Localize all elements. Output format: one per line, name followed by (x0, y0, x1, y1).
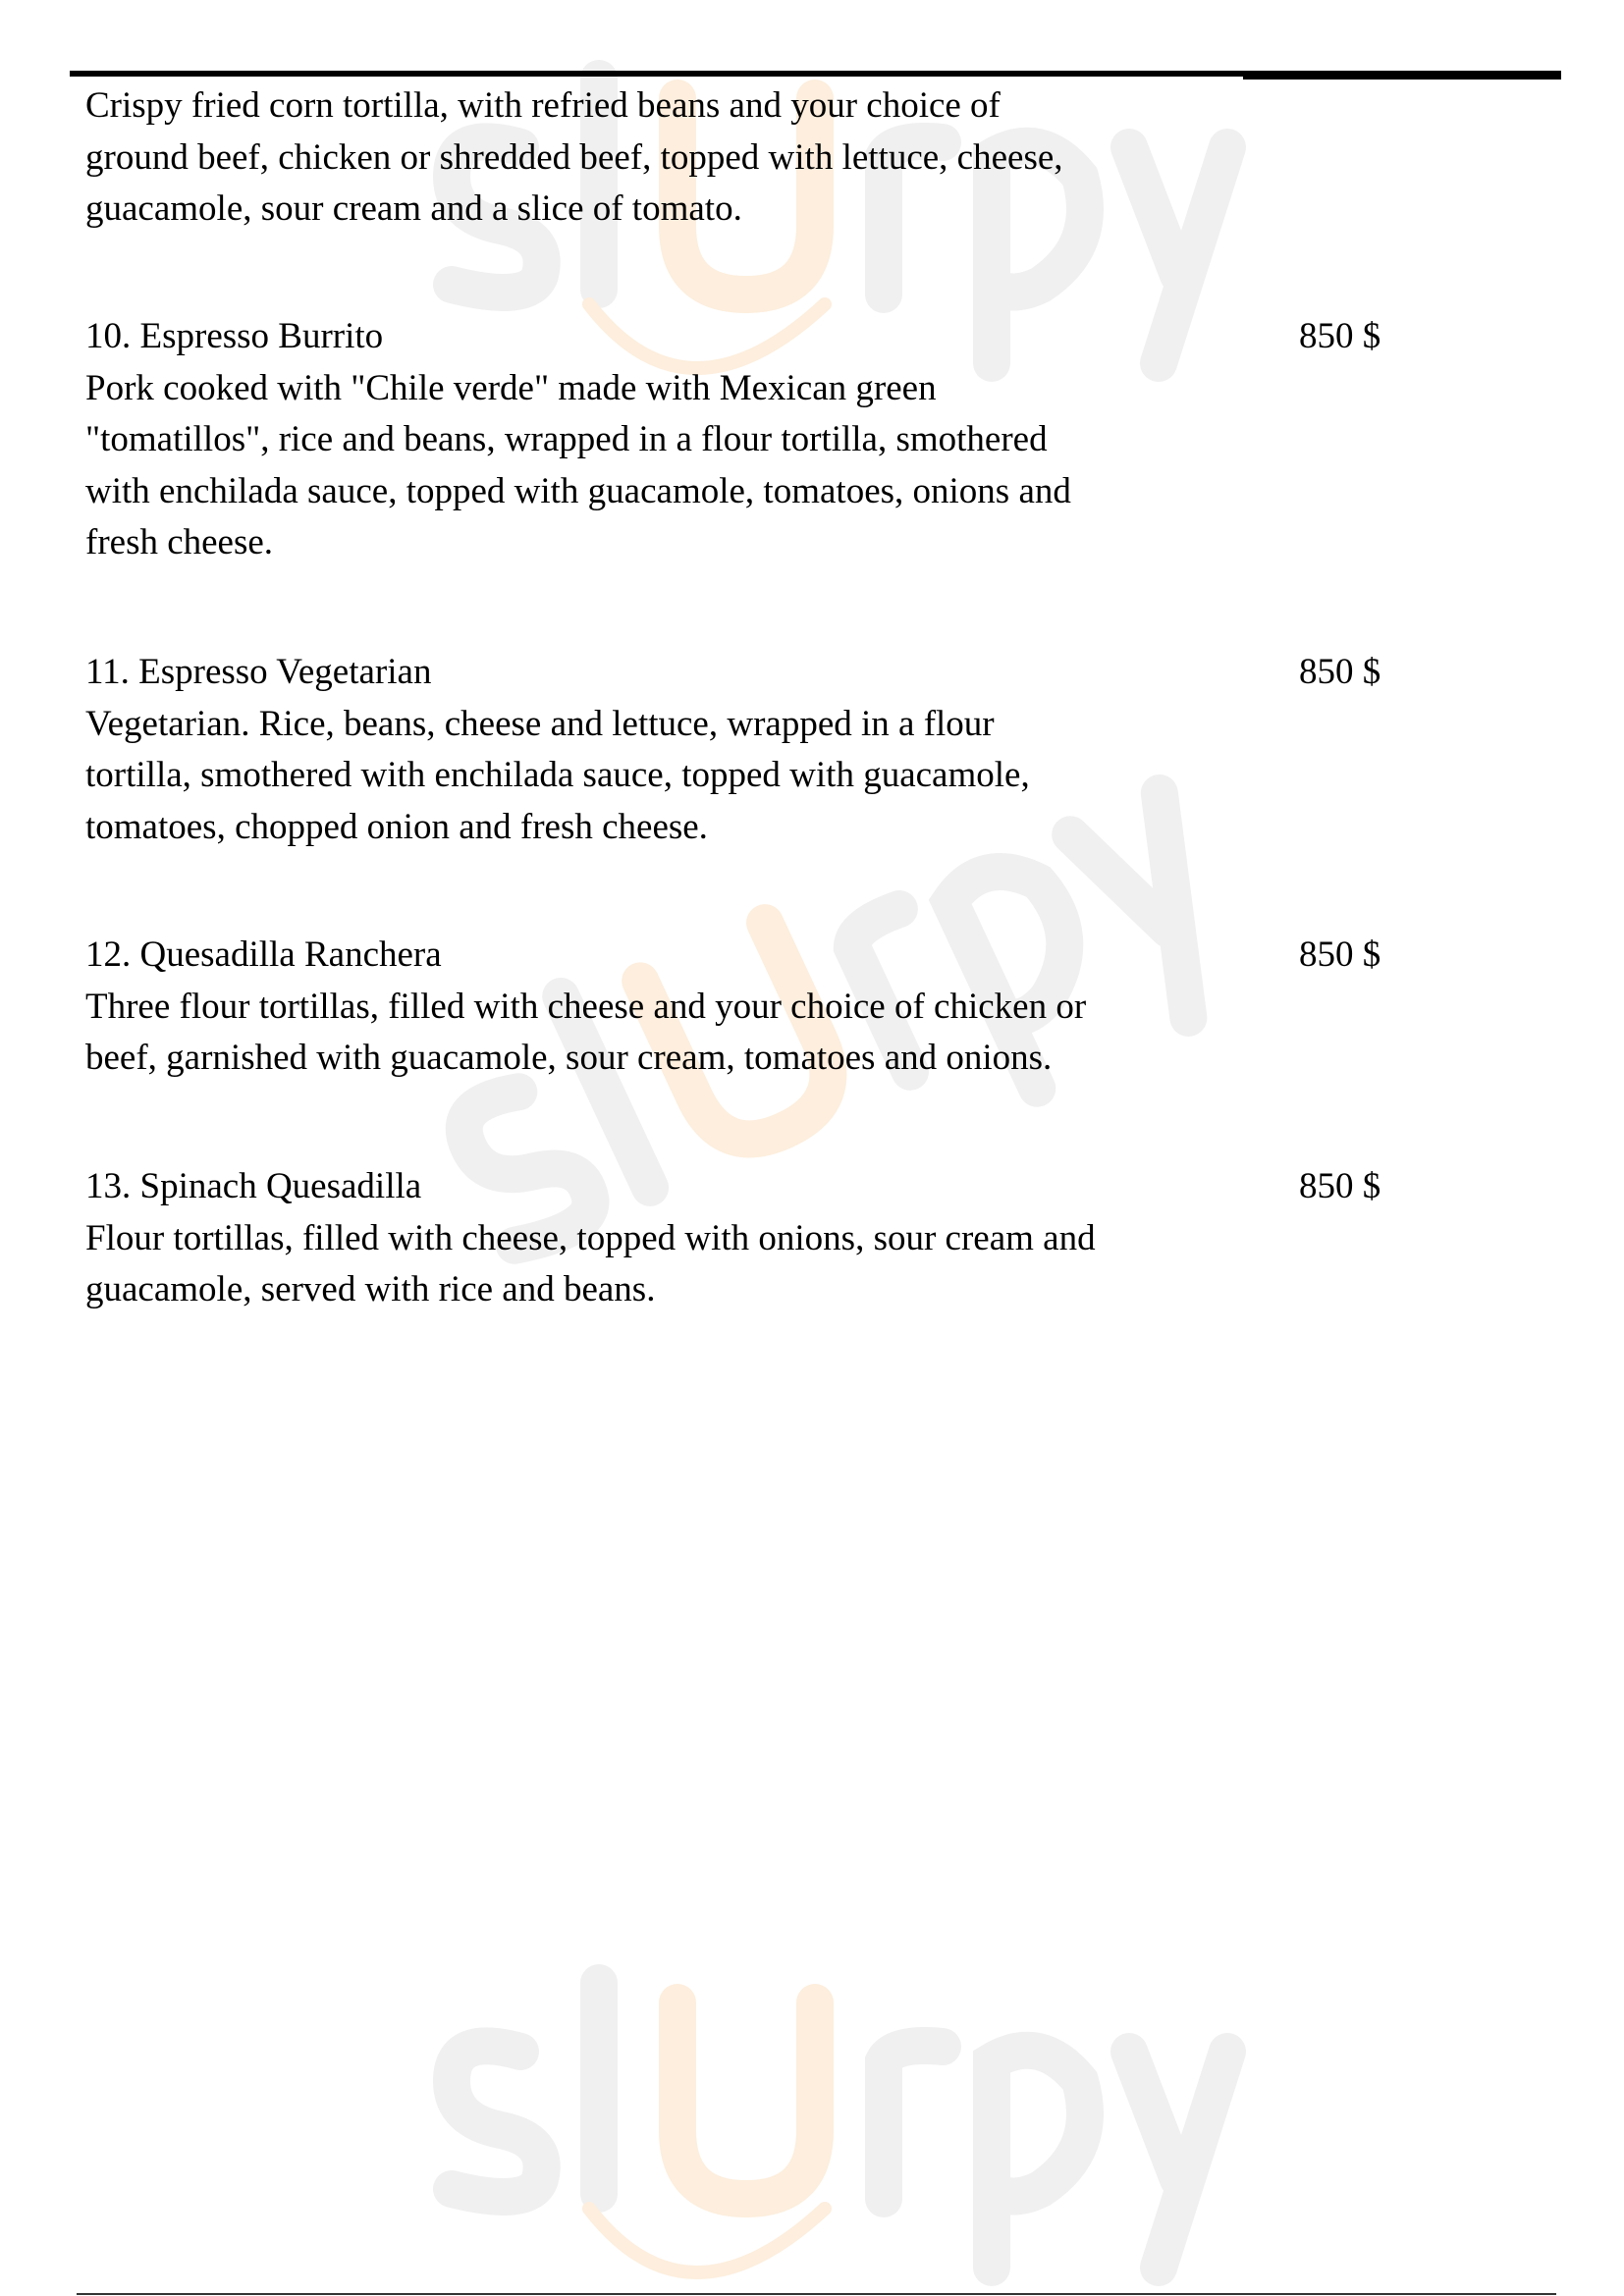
menu-item (85, 647, 1264, 853)
description-line: tortilla, smothered with enchilada sauce, topped with guacamole, (85, 755, 1030, 795)
menu-item (85, 1161, 1264, 1316)
menu-item (85, 311, 1264, 569)
description-line: Three flour tortillas, filled with cheese and your choice of chicken or (85, 986, 1087, 1027)
intro-description (85, 80, 1264, 236)
description-line: fresh cheese. (85, 522, 274, 562)
description-line: ground beef, chicken or shredded beef, topped with lettuce, cheese, (85, 136, 1063, 178)
bottom-divider (77, 2293, 1556, 2295)
description-line: guacamole, served with rice and beans. (85, 1269, 656, 1309)
item-price: 850 $ (1299, 934, 1381, 975)
item-title: 13. Spinach Quesadilla (85, 1166, 422, 1206)
description-line: Crispy fried corn tortilla, with refried beans and your choice of (85, 85, 1001, 126)
description-line: Vegetarian. Rice, beans, cheese and lettuce, wrapped in a flour (85, 703, 995, 744)
description-line: beef, garnished with guacamole, sour cream, tomatoes and onions. (85, 1038, 1053, 1078)
menu-item (85, 930, 1264, 1085)
item-title: 11. Espresso Vegetarian (85, 652, 432, 692)
description-line: guacamole, sour cream and a slice of tomato. (85, 188, 742, 229)
item-title: 10. Espresso Burrito (85, 316, 384, 356)
description-line: with enchilada sauce, topped with guacamole, tomatoes, onions and (85, 470, 1071, 511)
description-line: "tomatillos", rice and beans, wrapped in a flour tortilla, smothered (85, 419, 1048, 459)
item-title: 12. Quesadilla Ranchera (85, 934, 442, 975)
item-price: 850 $ (1299, 652, 1381, 692)
description-line: Pork cooked with "Chile verde" made with Mexican green (85, 367, 937, 408)
description-line: Flour tortillas, filled with cheese, topped with onions, sour cream and (85, 1217, 1096, 1258)
item-price: 850 $ (1299, 1166, 1381, 1206)
item-price: 850 $ (1299, 316, 1381, 356)
description-line: tomatoes, chopped onion and fresh cheese. (85, 806, 708, 847)
top-divider-thick (1243, 71, 1561, 80)
